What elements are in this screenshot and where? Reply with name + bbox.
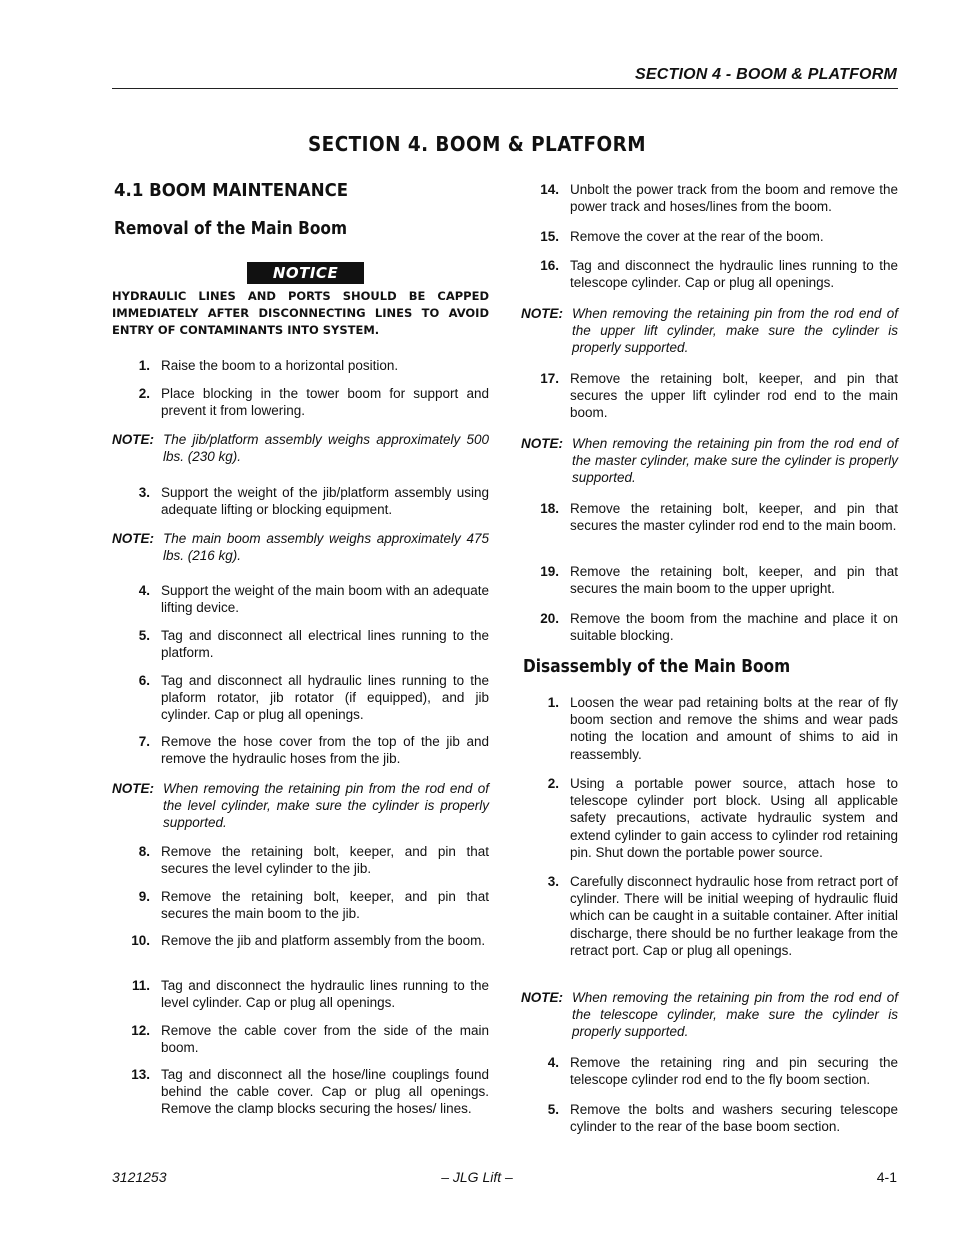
item-text: Using a portable power source, attach hose to telescope cylinder port block. Using all applicable safety precautions, activate hydraulic system and extend cylinder to gain access to cylinder rod retaining pin. Shut down the portable power source. xyxy=(570,776,898,860)
note-text: When removing the retaining pin from the rod end of the master cylinder, make sure the cylinder is properly supported. xyxy=(572,436,898,486)
note-label: NOTE: xyxy=(521,306,563,321)
item-text: Support the weight of the main boom with an adequate lifting device. xyxy=(161,583,489,616)
item-number: 5. xyxy=(138,628,150,643)
item-number: 4. xyxy=(138,583,150,598)
item-text: Remove the boom from the machine and place it on suitable blocking. xyxy=(570,611,898,644)
item-text: Tag and disconnect all electrical lines running to the platform. xyxy=(161,628,489,661)
item-number: 4. xyxy=(547,1055,559,1070)
item-text: Remove the retaining bolt, keeper, and pin that secures the master cylinder rod end to the main boom. xyxy=(570,501,898,534)
item-text: Raise the boom to a horizontal position. xyxy=(161,358,399,373)
item-number: 6. xyxy=(138,673,150,688)
page-title: SECTION 4. BOOM & PLATFORM xyxy=(307,132,647,156)
item-text: Place blocking in the tower boom for support and prevent it from lowering. xyxy=(161,386,489,419)
item-text: Remove the hose cover from the top of the jib and remove the hydraulic hoses from the jib. xyxy=(161,734,489,767)
item-number: 10. xyxy=(131,933,150,948)
note-label: NOTE: xyxy=(112,781,154,796)
note-text: When removing the retaining pin from the rod end of the telescope cylinder, make sure the cylinder is properly supported. xyxy=(572,990,898,1040)
footer-publisher: – JLG Lift – xyxy=(441,1169,513,1185)
item-text: Remove the retaining bolt, keeper, and pin that secures the level cylinder to the jib. xyxy=(161,844,489,877)
item-text: Remove the retaining bolt, keeper, and pin that secures the main boom to the upper upright. xyxy=(570,564,898,597)
item-number: 3. xyxy=(547,874,559,889)
item-text: Support the weight of the jib/platform assembly using adequate lifting or blocking equipment. xyxy=(161,485,489,518)
item-number: 19. xyxy=(540,564,559,579)
item-number: 2. xyxy=(138,386,150,401)
footer-page-number: 4-1 xyxy=(876,1169,897,1185)
item-number: 13. xyxy=(131,1067,150,1082)
item-text: Remove the bolts and washers securing telescope cylinder to the rear of the base boom section. xyxy=(570,1102,898,1135)
item-text: Remove the cable cover from the side of the main boom. xyxy=(161,1023,489,1056)
header-section-title: SECTION 4 - BOOM & PLATFORM xyxy=(635,66,897,83)
item-number: 7. xyxy=(138,734,150,749)
item-text: Remove the retaining ring and pin securing the telescope cylinder rod end to the fly boom section. xyxy=(570,1055,898,1088)
item-number: 5. xyxy=(547,1102,559,1117)
item-number: 8. xyxy=(138,844,150,859)
note-text: When removing the retaining pin from the rod end of the level cylinder, make sure the cylinder is properly supported. xyxy=(163,781,489,831)
footer-doc-number: 3121253 xyxy=(112,1169,167,1185)
item-number: 2. xyxy=(547,776,559,791)
item-number: 1. xyxy=(138,358,150,373)
note-label: NOTE: xyxy=(521,436,563,451)
item-number: 3. xyxy=(138,485,150,500)
item-number: 14. xyxy=(540,182,559,197)
item-text: Remove the retaining bolt, keeper, and pin that secures the main boom to the jib. xyxy=(161,889,489,922)
notice-badge: NOTICE xyxy=(247,262,364,284)
section-heading: 4.1 BOOM MAINTENANCE xyxy=(114,180,349,201)
subsection-heading-removal: Removal of the Main Boom xyxy=(114,219,348,239)
item-text: Tag and disconnect the hydraulic lines running to the level cylinder. Cap or plug all openings. xyxy=(161,978,489,1011)
header-divider xyxy=(112,88,898,89)
item-number: 12. xyxy=(131,1023,150,1038)
item-number: 15. xyxy=(540,229,559,244)
notice-text: HYDRAULIC LINES AND PORTS SHOULD BE CAPPED IMMEDIATELY AFTER DISCONNECTING LINES TO AVOID ENTRY OF CONTAMINANTS INTO SYSTEM. xyxy=(112,289,489,338)
item-number: 17. xyxy=(540,371,559,386)
item-number: 20. xyxy=(540,611,559,626)
note-label: NOTE: xyxy=(521,990,563,1005)
item-number: 18. xyxy=(540,501,559,516)
item-number: 1. xyxy=(547,695,559,710)
item-number: 11. xyxy=(131,978,150,993)
note-label: NOTE: xyxy=(112,531,154,546)
note-text: The main boom assembly weighs approximately 475 lbs. (216 kg). xyxy=(163,531,489,564)
item-text: Unbolt the power track from the boom and remove the power track and hoses/lines from the boom. xyxy=(570,182,898,215)
subsection-heading-disassembly: Disassembly of the Main Boom xyxy=(523,657,791,677)
item-number: 16. xyxy=(540,258,559,273)
item-text: Tag and disconnect the hydraulic lines running to the telescope cylinder. Cap or plug all openings. xyxy=(570,258,898,291)
note-text: When removing the retaining pin from the rod end of the upper lift cylinder, make sure the cylinder is properly supported. xyxy=(572,306,898,356)
item-number: 9. xyxy=(138,889,150,904)
item-text: Remove the retaining bolt, keeper, and pin that secures the upper lift cylinder rod end to the main boom. xyxy=(570,371,898,421)
item-text: Loosen the wear pad retaining bolts at the rear of fly boom section and remove the shims and wear pads noting the location and amount of shims to aid in reassembly. xyxy=(570,695,898,762)
note-label: NOTE: xyxy=(112,432,154,447)
item-text: Carefully disconnect hydraulic hose from retract port of cylinder. There will be initial weeping of hydraulic fluid which can be caught in a suitable container. After initial discharge, there should be no further leakage from the retract port. Cap or plug all openings. xyxy=(570,874,898,958)
item-text: Remove the cover at the rear of the boom. xyxy=(570,229,824,244)
note-text: The jib/platform assembly weighs approximately 500 lbs. (230 kg). xyxy=(163,432,489,465)
item-text: Tag and disconnect all the hose/line couplings found behind the cable cover. Cap or plug all openings. Remove the clamp blocks securing the hoses/ lines. xyxy=(161,1067,489,1117)
item-text: Tag and disconnect all hydraulic lines running to the plaform rotator, jib rotator (if equipped), and jib cylinder. Cap or plug all openings. xyxy=(161,673,489,723)
item-text: Remove the jib and platform assembly from the boom. xyxy=(161,933,486,948)
